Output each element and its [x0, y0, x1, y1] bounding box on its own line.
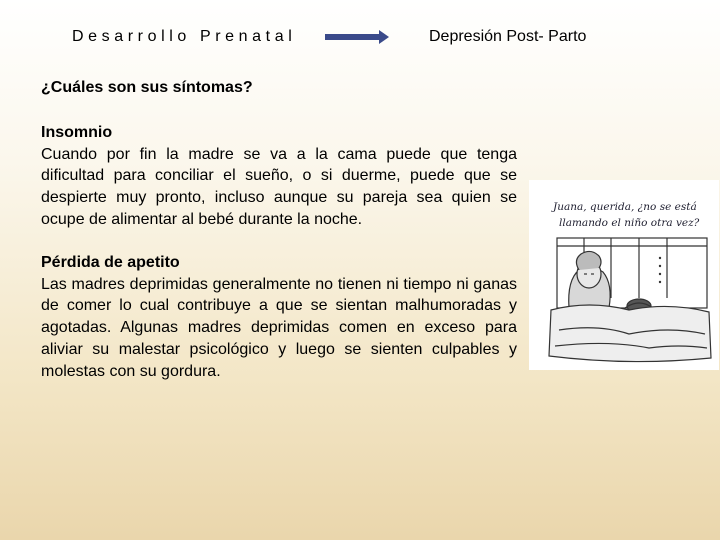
symptoms-question: ¿Cuáles son sus síntomas?: [41, 79, 253, 96]
bed-blanket: [549, 305, 711, 362]
header-right-title: Depresión Post- Parto: [429, 28, 587, 45]
cartoon-illustration: [529, 180, 719, 370]
cartoon-caption-line2: llamando el niño otra vez?: [559, 217, 700, 229]
cartoon-caption-line1: Juana, querida, ¿no se está: [553, 201, 697, 213]
section-heading: Insomnio: [41, 124, 113, 141]
section-body: Las madres deprimidas generalmente no tienen ni tiempo ni ganas de comer lo cual contribuye a que se sientan malhumoradas y agotadas. Algunas madres deprimidas comen en exceso para aliviar su malestar psicológico y luego se sienten culpables y molestas con su gordura.: [41, 275, 517, 380]
cartoon-drawing: [529, 180, 719, 370]
right-arrow-icon: [325, 29, 391, 45]
section-insomnio: [41, 122, 517, 231]
section-heading: Pérdida de apetito: [41, 254, 180, 271]
section-perdida-apetito: [41, 252, 517, 382]
woman-figure: [569, 251, 610, 308]
section-body: Cuando por fin la madre se va a la cama puede que tenga dificultad para conciliar el sueño, o si duerme, puede que se despierte muy pronto, incluso aunque su pareja sea quien se ocupe de alimentar al bebé durante la noche.: [41, 145, 517, 228]
header-left-title: Desarrollo Prenatal: [72, 28, 297, 45]
sound-dots: [659, 257, 661, 283]
